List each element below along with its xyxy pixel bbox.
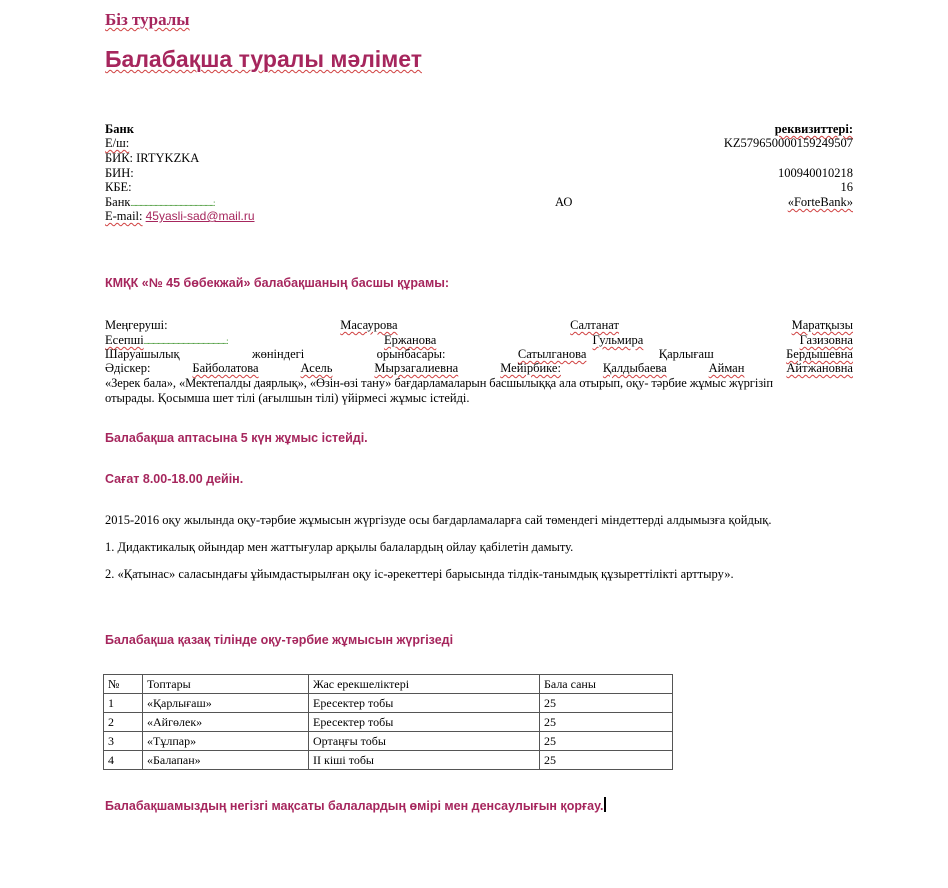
bank-dots: ..................................................................: xyxy=(130,198,215,208)
word: Меңгеруші: xyxy=(105,318,168,332)
word: Салтанат xyxy=(570,318,619,332)
word: Қалдыбаева xyxy=(602,361,667,375)
table-cell: «Тұлпар» xyxy=(143,732,309,751)
management-line-1 xyxy=(105,318,853,332)
table-row xyxy=(104,694,673,713)
programs-text: «Зерек бала», «Мектепалды даярлық», «Өзін-өзі тану» бағдарламаларын басшылыққа ала отырып, оқу- тәрбие жұмыс жүргізіп xyxy=(105,376,773,390)
word: Мырзагалиевна xyxy=(374,361,459,375)
word: Айтжановна xyxy=(786,361,853,375)
management-line-2 xyxy=(105,333,853,348)
email-row xyxy=(105,209,853,223)
table-header-cell: Топтары xyxy=(143,675,309,694)
word: орынбасары: xyxy=(376,347,446,361)
management-line-6 xyxy=(105,391,853,405)
bank-bik-row xyxy=(105,151,853,165)
word: Газизовна xyxy=(799,333,853,347)
table-header-cell: Жас ерекшеліктері xyxy=(309,675,540,694)
table-row xyxy=(104,751,673,770)
language-note: Балабақша қазақ тілінде оқу-тәрбие жұмысын жүргізеді xyxy=(105,633,454,647)
bank-type: АО xyxy=(555,195,573,209)
word: Есепші xyxy=(105,333,144,347)
table-cell: Ересектер тобы xyxy=(309,713,540,732)
account-label: Е/ш: xyxy=(105,136,130,150)
bank-name-label-group xyxy=(105,195,215,210)
schedule-days: Балабақша аптасына 5 күн жұмыс істейді. xyxy=(105,431,368,445)
dots: ..................................................................: xyxy=(143,336,228,346)
management-line-5 xyxy=(105,376,853,390)
word: Мейірбике: xyxy=(500,361,561,375)
word: Асель xyxy=(300,361,333,375)
table-cell: 25 xyxy=(540,713,673,732)
extra-club-text: отырады. Қосымша шет тілі (ағылшын тілі) үйірмесі жұмыс істейді. xyxy=(105,391,470,405)
kbe-label: КБЕ: xyxy=(105,180,132,194)
table-cell: 25 xyxy=(540,751,673,770)
goal-item-1: 1. Дидактикалық ойындар мен жаттығулар арқылы балалардың ойлау қабілетін дамыту. xyxy=(105,540,574,554)
table-cell: Ортаңғы тобы xyxy=(309,732,540,751)
word: Айман xyxy=(708,361,745,375)
word: Ержанова xyxy=(383,333,437,347)
bik-value: БИК: IRTYKZKA xyxy=(105,151,200,165)
word: жөніндегі xyxy=(251,347,305,361)
text-cursor xyxy=(604,797,606,812)
page-title: Балабақша туралы мәлімет xyxy=(105,46,422,72)
word: Сатылганова xyxy=(517,347,587,361)
management-line-4 xyxy=(105,361,853,375)
word: Шаруашылық xyxy=(105,347,180,361)
bin-value: 100940010218 xyxy=(778,166,853,180)
table-cell: «Айгөлек» xyxy=(143,713,309,732)
bank-account-row xyxy=(105,136,853,150)
management-heading: КМҚК «№ 45 бөбекжай» балабақшаның басшы құрамы: xyxy=(105,276,450,290)
kbe-value: 16 xyxy=(840,180,853,194)
accountant-label-group xyxy=(105,333,228,348)
table-cell: 1 xyxy=(104,694,143,713)
bank-kbe-row xyxy=(105,180,853,194)
goals-intro: 2015-2016 оқу жылында оқу-тәрбие жұмысын жүргізуде осы бағдарламаларға сай төмендегі міндеттерді алдымызға қойдық. xyxy=(105,513,772,527)
bank-label: Банк xyxy=(105,195,131,209)
table-header-cell: Бала саны xyxy=(540,675,673,694)
word: Байболатова xyxy=(192,361,259,375)
bank-heading-row xyxy=(105,122,853,136)
table-cell: «Балапан» xyxy=(143,751,309,770)
table-cell: II кіші тобы xyxy=(309,751,540,770)
table-row xyxy=(104,732,673,751)
management-line-3 xyxy=(105,347,853,361)
table-cell: 4 xyxy=(104,751,143,770)
word: Гульмира xyxy=(592,333,644,347)
table-cell: 25 xyxy=(540,694,673,713)
goal-item-2: 2. «Қатынас» саласындағы ұйымдастырылған оқу іс-әрекеттері барысында тілдік-танымдық құзыреттілікті арттыру». xyxy=(105,567,734,581)
bin-label: БИН: xyxy=(105,166,134,180)
table-cell: 2 xyxy=(104,713,143,732)
bank-heading-right: реквизиттері: xyxy=(774,122,853,136)
table-header-row xyxy=(104,675,673,694)
table-cell: 25 xyxy=(540,732,673,751)
bank-bin-row xyxy=(105,166,853,180)
email-label: E-mail: xyxy=(105,209,143,223)
schedule-hours: Сағат 8.00-18.00 дейін. xyxy=(105,472,244,486)
email-link[interactable]: 45yasli-sad@mail.ru xyxy=(145,209,255,223)
bank-heading-left: Банк xyxy=(105,122,134,136)
table-header-cell: № xyxy=(104,675,143,694)
table-cell: «Қарлығаш» xyxy=(143,694,309,713)
account-value: KZ579650000159249507 xyxy=(723,136,853,150)
word: Әдіскер: xyxy=(105,361,151,375)
word: Маратқызы xyxy=(791,318,853,332)
word: Масаурова xyxy=(340,318,398,332)
closing-statement: Балабақшамыздың негізгі мақсаты балалардың өмірі мен денсаулығын қорғау. xyxy=(105,797,606,813)
section-title: Біз туралы xyxy=(105,10,190,29)
bank-name-row xyxy=(105,195,853,210)
word: Қарлығаш xyxy=(658,347,714,361)
word: Бердышевна xyxy=(786,347,853,361)
bank-name: «ForteBank» xyxy=(787,195,853,209)
table-row xyxy=(104,713,673,732)
table-cell: 3 xyxy=(104,732,143,751)
table-cell: Ересектер тобы xyxy=(309,694,540,713)
groups-table xyxy=(103,674,673,770)
